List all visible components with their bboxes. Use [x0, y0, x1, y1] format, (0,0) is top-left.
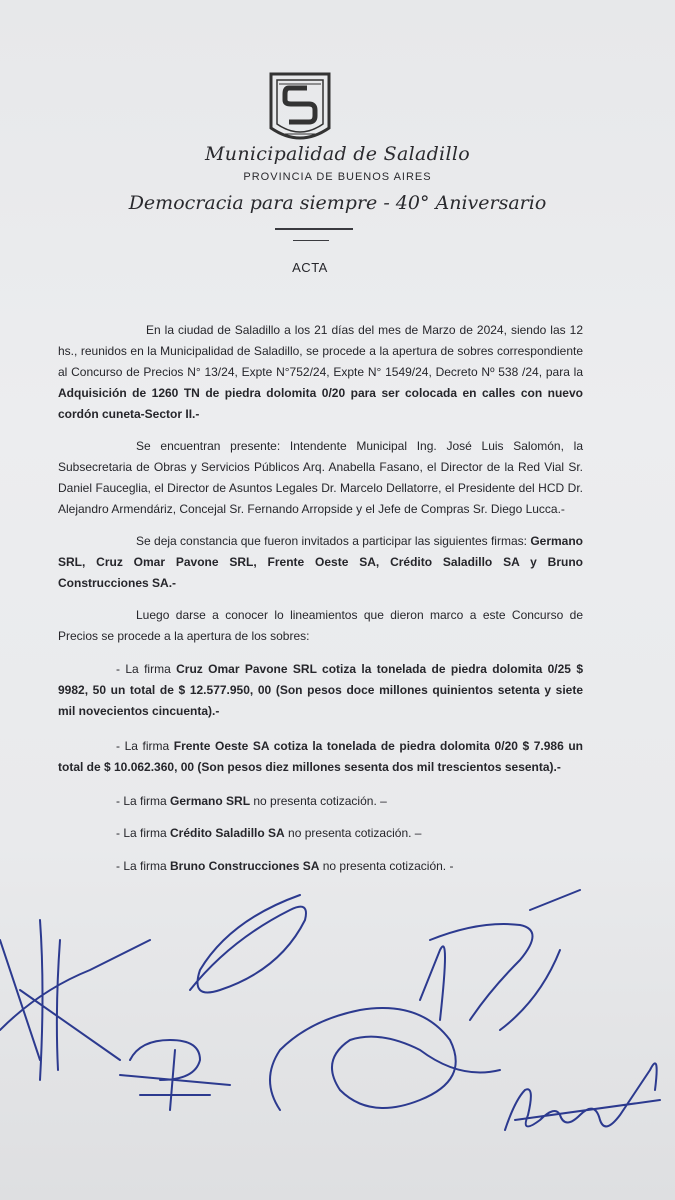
bid-text: no presenta cotización. - [319, 859, 454, 873]
bid-prefix: - La firma [116, 662, 177, 676]
bid-prefix: - La firma [116, 739, 174, 753]
motto: Democracia para siempre - 40° Aniversario [128, 192, 547, 214]
bid-prefix: - La firma [116, 859, 171, 873]
paragraph-opening: Luego darse a conocer lo lineamientos que dieron marco a este Concurso de Precios se procede a la apertura de los sobres: [58, 608, 583, 643]
bid-item [58, 659, 583, 722]
handwritten-signatures-icon [0, 880, 675, 1200]
bid-text: cotiza la tonelada de piedra dolomita 0/25 $ 9982, 50 un total de $ 12.577.950, 00 (Son pesos doce millones quinientos setenta y siete mil novecientos cincuenta).- [58, 662, 584, 718]
divider [275, 228, 353, 230]
bid-firm: Germano SRL [170, 794, 251, 808]
paragraph-invited [58, 531, 583, 594]
intro-text: En la ciudad de Saladillo a los 21 días del mes de Marzo de 2024, siendo las 12 hs., reunidos en la Municipalidad de Saladillo, se procede a la apertura de sobres correspondiente al Concurso de Precios N° 13/24, Expte N°752/24, Expte N° 1549/24, Decreto Nº 538 /24, para la [58, 323, 583, 379]
bid-prefix: - La firma [116, 794, 171, 808]
bid-item [58, 736, 583, 778]
bid-item [58, 791, 583, 812]
bid-text: no presenta cotización. – [284, 826, 422, 840]
paragraph-intro [58, 320, 583, 425]
intro-bold-text: Adquisición de 1260 TN de piedra dolomita 0/20 para ser colocada en calles con nuevo cordón cuneta-Sector II.- [58, 386, 583, 421]
province-name: PROVINCIA DE BUENOS AIRES [243, 171, 432, 183]
bid-firm: Cruz Omar Pavone SRL [176, 662, 317, 676]
bid-firm: Bruno Construcciones SA [170, 859, 320, 873]
municipality-name: Municipalidad de Saladillo [205, 143, 470, 165]
bid-text: cotiza la tonelada de piedra dolomita 0/20 $ 7.986 un total de $ 10.062.360, 00 (Son pesos diez millones sesenta dos mil trescientos sesenta).- [58, 739, 584, 774]
divider [293, 240, 329, 241]
bid-item [58, 856, 583, 877]
paragraph-attendees: Se encuentran presente: Intendente Municipal Ing. José Luis Salomón, la Subsecretaria de Obras y Servicios Públicos Arq. Anabella Fasano, el Director de la Red Vial Sr. Daniel Fauceglia, el Director de Asuntos Legales Dr. Marcelo Dellatorre, el Presidente del HCD Dr. Alejandro Armendáriz, Concejal Sr. Fernando Arropside y el Jefe de Compras Sr. Diego Lucca.- [58, 439, 583, 516]
document-title: ACTA [292, 260, 328, 275]
bid-prefix: - La firma [116, 826, 171, 840]
bid-firm: Crédito Saladillo SA [170, 826, 285, 840]
invited-text: Se deja constancia que fueron invitados a participar las siguientes firmas: [136, 534, 531, 548]
bid-text: no presenta cotización. – [250, 794, 387, 808]
bid-item [58, 823, 583, 844]
municipal-seal-icon [265, 68, 335, 148]
invited-firms: Germano SRL, Cruz Omar Pavone SRL, Frente Oeste SA, Crédito Saladillo SA y Bruno Construcciones SA.- [58, 534, 583, 590]
bid-firm: Frente Oeste SA [173, 739, 270, 753]
